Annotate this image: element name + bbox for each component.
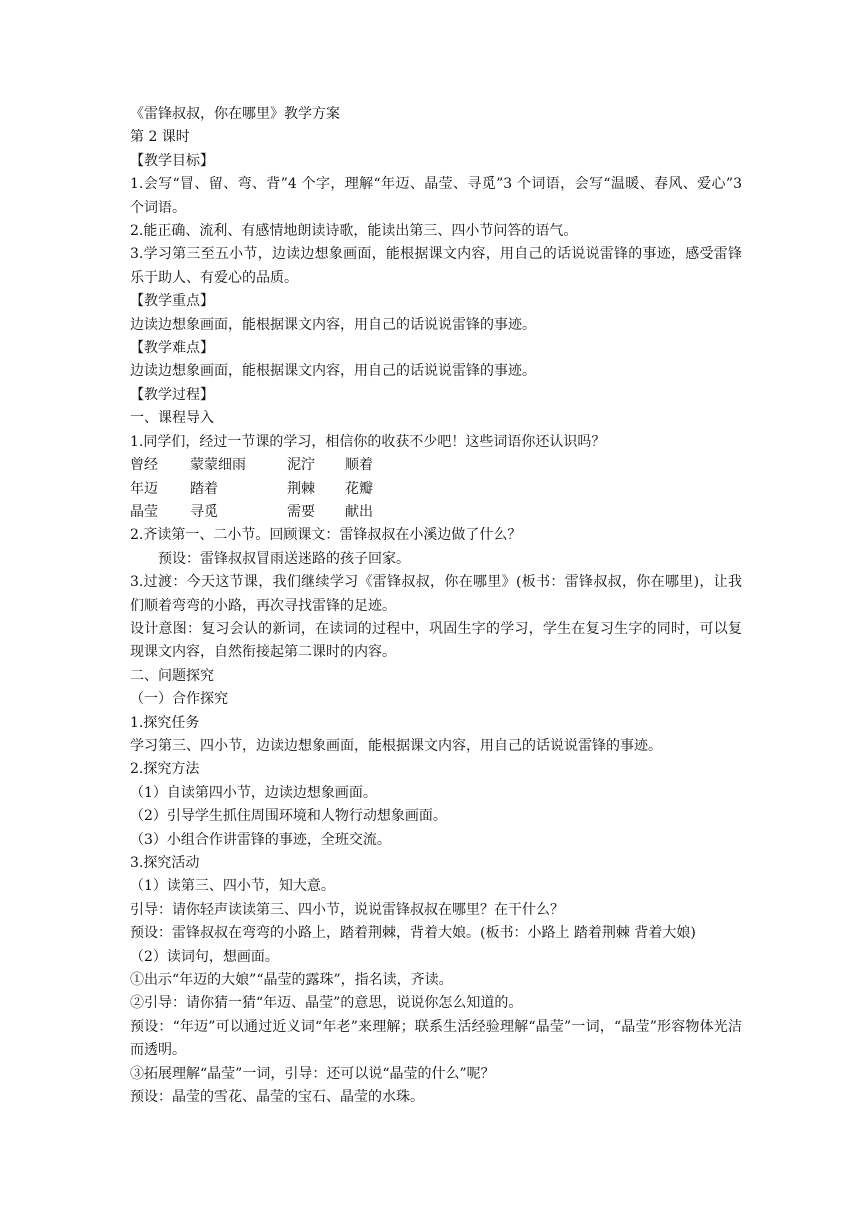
subsection-cooperative: （一）合作探究 [130,691,228,708]
word: 晶莹 [130,503,158,520]
section-intro: 一、课程导入 [130,410,214,427]
activity-2-step-3-answer: 预设：晶莹的雪花、晶莹的宝石、晶莹的水珠。 [130,1089,424,1106]
difficulties-text: 边读边想象画面，能根据课文内容，用自己的话说说雷锋的事迹。 [130,363,536,380]
activity-2-step-2: ②引导：请你猜一猜“年迈、晶莹”的意思，说说你怎么知道的。 [130,995,523,1012]
lesson-label: 第 2 课时 [130,129,190,146]
intro-step-3: 3.过渡：今天这节课，我们继续学习《雷锋叔叔，你在哪里》(板书：雷锋叔叔，你在哪里)，让我们顺着弯弯的小路，再次寻找雷锋的足迹。 [130,574,742,614]
word: 踏着 [190,480,218,497]
activity-2-step-1: ①出示“年迈的大娘”“晶莹的露珠”，指名读，齐读。 [130,972,453,989]
design-intent: 设计意图：复习会认的新词，在读词的过程中，巩固生字的学习，学生在复习生字的同时，可以复现课文内容，自然衔接起第二课时的内容。 [130,620,742,661]
activity-2: （2）读词句，想画面。 [130,948,279,965]
word: 荆棘 [287,480,315,497]
method-1: （1）自读第四小节，边读边想象画面。 [130,784,377,801]
activity-2-step-3: ③拓展理解“晶莹”一词，引导：还可以说“晶莹的什么”呢？ [130,1065,495,1082]
heading-difficulties: 【教学难点】 [130,340,214,357]
word: 寻觅 [190,503,218,520]
intro-step-2-answer: 预设：雷锋叔叔冒雨送迷路的孩子回家。 [158,550,410,567]
task-heading: 1.探究任务 [130,714,200,731]
word: 泥泞 [287,457,315,474]
intro-step-2: 2.齐读第一、二小节。回顾课文：雷锋叔叔在小溪边做了什么？ [130,527,522,544]
key-points-text: 边读边想象画面，能根据课文内容，用自己的话说说雷锋的事迹。 [130,316,536,333]
activity-2-step-2-answer: 预设：“年迈”可以通过近义词“年老”来理解；联系生活经验理解“晶莹”一词，“晶莹”形容物体光洁而透明。 [130,1018,742,1059]
word-row-1 [130,454,742,477]
word: 年迈 [130,480,158,497]
document-title: 《雷锋叔叔，你在哪里》教学方案 [130,106,340,122]
heading-goals: 【教学目标】 [130,152,214,169]
method-3: （3）小组合作讲雷锋的事迹，全班交流。 [130,831,391,848]
heading-key-points: 【教学重点】 [130,293,214,310]
word: 需要 [287,503,315,520]
word: 曾经 [130,457,158,474]
activity-1-guide: 引导：请你轻声读读第三、四小节，说说雷锋叔叔在哪里？在干什么？ [130,901,564,918]
activity-heading: 3.探究活动 [130,855,200,871]
activity-1: （1）读第三、四小节，知大意。 [130,878,335,895]
heading-process: 【教学过程】 [130,386,214,403]
goal-2: 2.能正确、流利、有感情地朗读诗歌，能读出第三、四小节问答的语气。 [130,223,578,240]
word-row-3 [130,501,742,524]
activity-1-answer: 预设：雷锋叔叔在弯弯的小路上，踏着荆棘，背着大娘。(板书：小路上 踏着荆棘 背着大娘) [130,925,696,942]
goal-1: 1.会写“冒、留、弯、背”4 个字，理解“年迈、晶莹、寻觅”3 个词语，会写“温暖、春风、爱心”3 个词语。 [130,176,742,216]
document-page [130,103,742,1109]
intro-step-1: 1.同学们，经过一节课的学习，相信你的收获不少吧！这些词语你还认识吗？ [130,433,606,450]
word: 献出 [345,503,373,520]
method-2: （2）引导学生抓住周围环境和人物行动想象画面。 [130,808,447,825]
task-text: 学习第三、四小节，边读边想象画面，能根据课文内容，用自己的话说说雷锋的事迹。 [130,737,662,754]
word: 顺着 [345,457,373,474]
section-inquiry: 二、问题探究 [130,667,214,684]
word: 花瓣 [345,480,373,497]
word-row-2 [130,478,742,501]
method-heading: 2.探究方法 [130,761,200,778]
word: 蒙蒙细雨 [190,457,246,474]
goal-3: 3.学习第三至五小节，边读边想象画面，能根据课文内容，用自己的话说说雷锋的事迹，感受雷锋乐于助人、有爱心的品质。 [130,246,742,286]
